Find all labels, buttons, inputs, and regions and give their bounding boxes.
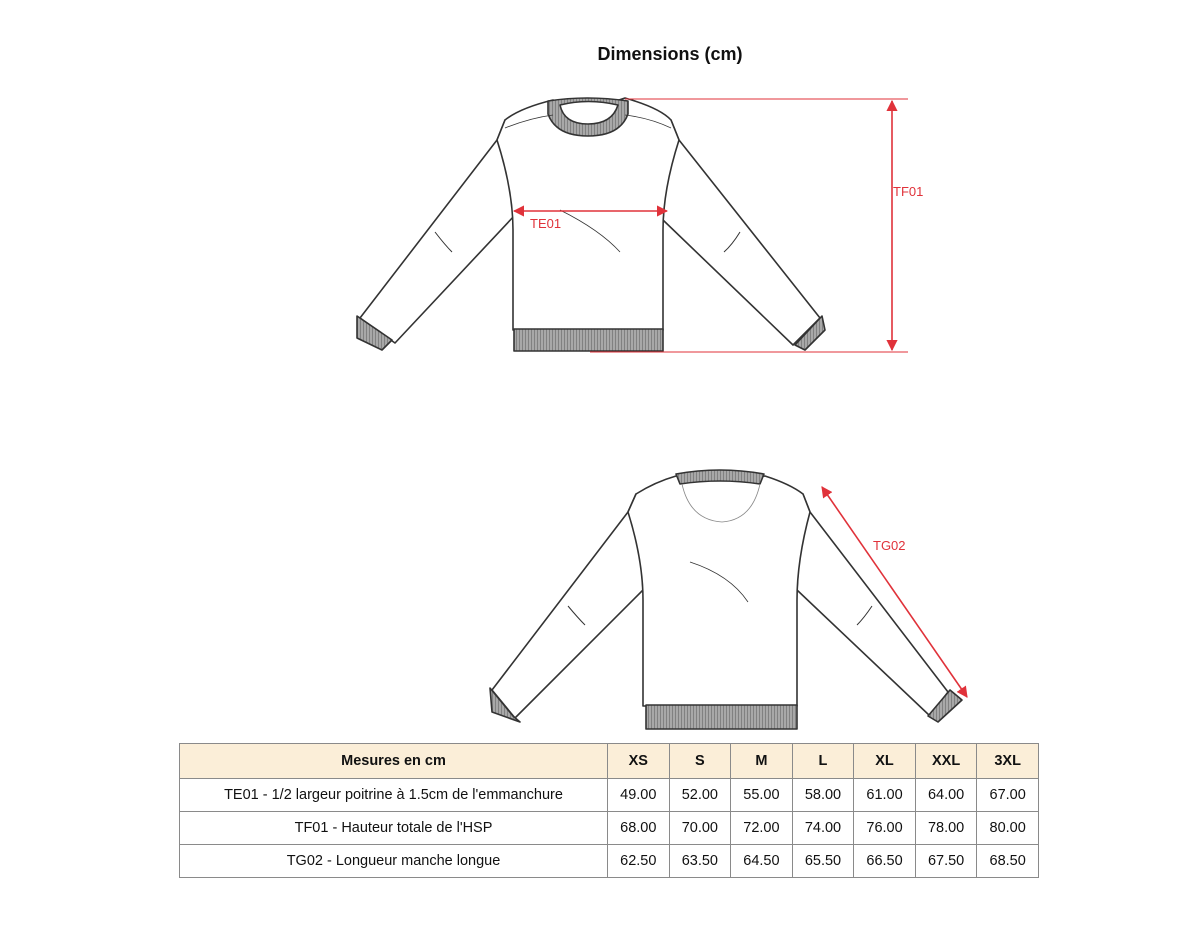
- header-label: Mesures en cm: [180, 744, 608, 779]
- cell-value: 68.00: [608, 812, 670, 845]
- cell-value: 74.00: [792, 812, 854, 845]
- back-view: [490, 470, 962, 729]
- cell-value: 65.50: [792, 845, 854, 878]
- front-right-sleeve: [663, 120, 820, 345]
- cell-value: 72.00: [731, 812, 793, 845]
- front-view: [357, 98, 825, 351]
- tg02-label: TG02: [873, 538, 906, 553]
- cell-value: 80.00: [977, 812, 1039, 845]
- cell-value: 64.50: [731, 845, 793, 878]
- cell-value: 70.00: [669, 812, 731, 845]
- table-row: [180, 845, 1039, 878]
- header-size: XL: [854, 744, 916, 779]
- cell-value: 55.00: [731, 779, 793, 812]
- cell-value: 63.50: [669, 845, 731, 878]
- front-hem: [514, 329, 663, 351]
- cell-value: 66.50: [854, 845, 916, 878]
- header-size: XXL: [915, 744, 977, 779]
- cell-value: 68.50: [977, 845, 1039, 878]
- row-label: TF01 - Hauteur totale de l'HSP: [180, 812, 608, 845]
- tf01-label: TF01: [893, 184, 924, 199]
- te01-label: TE01: [530, 216, 562, 231]
- header-size: M: [731, 744, 793, 779]
- header-size: S: [669, 744, 731, 779]
- back-right-sleeve: [797, 494, 948, 716]
- cell-value: 61.00: [854, 779, 916, 812]
- cell-value: 67.50: [915, 845, 977, 878]
- cell-value: 62.50: [608, 845, 670, 878]
- back-body: [628, 476, 810, 706]
- cell-value: 67.00: [977, 779, 1039, 812]
- header-size: L: [792, 744, 854, 779]
- table-header-row: [180, 744, 1039, 779]
- size-table: [179, 743, 1039, 878]
- cell-value: 58.00: [792, 779, 854, 812]
- page-title: Dimensions (cm): [597, 44, 743, 64]
- cell-value: 78.00: [915, 812, 977, 845]
- cell-value: 76.00: [854, 812, 916, 845]
- row-label: TG02 - Longueur manche longue: [180, 845, 608, 878]
- header-size: XS: [608, 744, 670, 779]
- header-size: 3XL: [977, 744, 1039, 779]
- cell-value: 49.00: [608, 779, 670, 812]
- table-row: [180, 779, 1039, 812]
- cell-value: 64.00: [915, 779, 977, 812]
- back-hem: [646, 705, 797, 729]
- table-row: [180, 812, 1039, 845]
- front-left-sleeve: [360, 120, 515, 343]
- back-left-sleeve: [492, 494, 643, 718]
- cell-value: 52.00: [669, 779, 731, 812]
- row-label: TE01 - 1/2 largeur poitrine à 1.5cm de l'emmanchure: [180, 779, 608, 812]
